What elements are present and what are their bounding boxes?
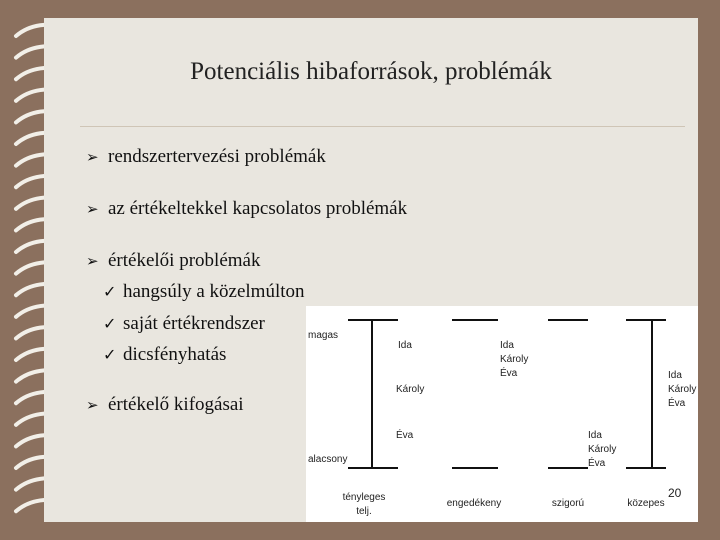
name-ida: Ida	[500, 340, 514, 351]
title-divider	[80, 126, 685, 127]
bullet-rendszertervezes	[86, 146, 326, 168]
bullet-text: értékelői problémák	[108, 250, 261, 271]
checkmark-icon: ✓	[103, 345, 117, 364]
column-label: szigorú	[551, 498, 585, 509]
name-ida: Ida	[398, 340, 412, 351]
column-kozepes	[626, 320, 696, 509]
name-karoly: Károly	[396, 384, 425, 395]
arrow-bullet-icon: ➢	[86, 200, 99, 218]
name-karoly: Károly	[588, 444, 617, 455]
column-label: tényleges	[342, 492, 386, 503]
arrow-bullet-icon: ➢	[86, 396, 99, 414]
column-szigoru	[548, 320, 616, 509]
bullet-ertekeltek	[86, 198, 407, 220]
page-number: 20	[668, 486, 682, 500]
name-karoly: Károly	[500, 354, 529, 365]
checkmark-icon: ✓	[103, 282, 117, 301]
column-label: közepes	[627, 498, 665, 509]
name-eva: Éva	[588, 458, 606, 469]
column-label: engedékeny	[446, 498, 502, 509]
bullet-ertekeloi	[86, 250, 260, 272]
arrow-bullet-icon: ➢	[86, 148, 99, 166]
bullet-text: az értékeltekkel kapcsolatos problémák	[108, 198, 408, 219]
bullet-text: rendszertervezési problémák	[108, 146, 326, 167]
sub-bullet-text: hangsúly a közelmúlton	[123, 281, 305, 302]
sub-bullet-dicsfeny	[103, 344, 226, 366]
name-ida: Ida	[588, 430, 602, 441]
bullet-kifogasai	[86, 394, 244, 416]
name-ida: Ida	[668, 370, 682, 381]
slide-title: Potenciális hibaforrások, problémák	[190, 58, 552, 85]
name-eva: Éva	[396, 430, 414, 441]
name-eva: Éva	[668, 398, 686, 409]
bullet-text: értékelő kifogásai	[108, 394, 244, 415]
sub-bullet-text: dicsfényhatás	[123, 344, 227, 365]
column-label-line2: telj.	[356, 506, 372, 517]
name-karoly: Károly	[668, 384, 697, 395]
scale-bottom-label: alacsony	[308, 454, 348, 465]
scale-top-label: magas	[308, 330, 339, 341]
rating-bias-figure	[306, 306, 698, 522]
column-engedekeny	[447, 320, 529, 509]
arrow-bullet-icon: ➢	[86, 252, 99, 270]
column-tenyleges	[343, 320, 425, 517]
sub-bullet-text: saját értékrendszer	[123, 313, 265, 334]
sub-bullet-hangsuly	[103, 281, 305, 303]
checkmark-icon: ✓	[103, 314, 117, 333]
sub-bullet-ertekrendszer	[103, 313, 265, 335]
name-eva: Éva	[500, 368, 518, 379]
